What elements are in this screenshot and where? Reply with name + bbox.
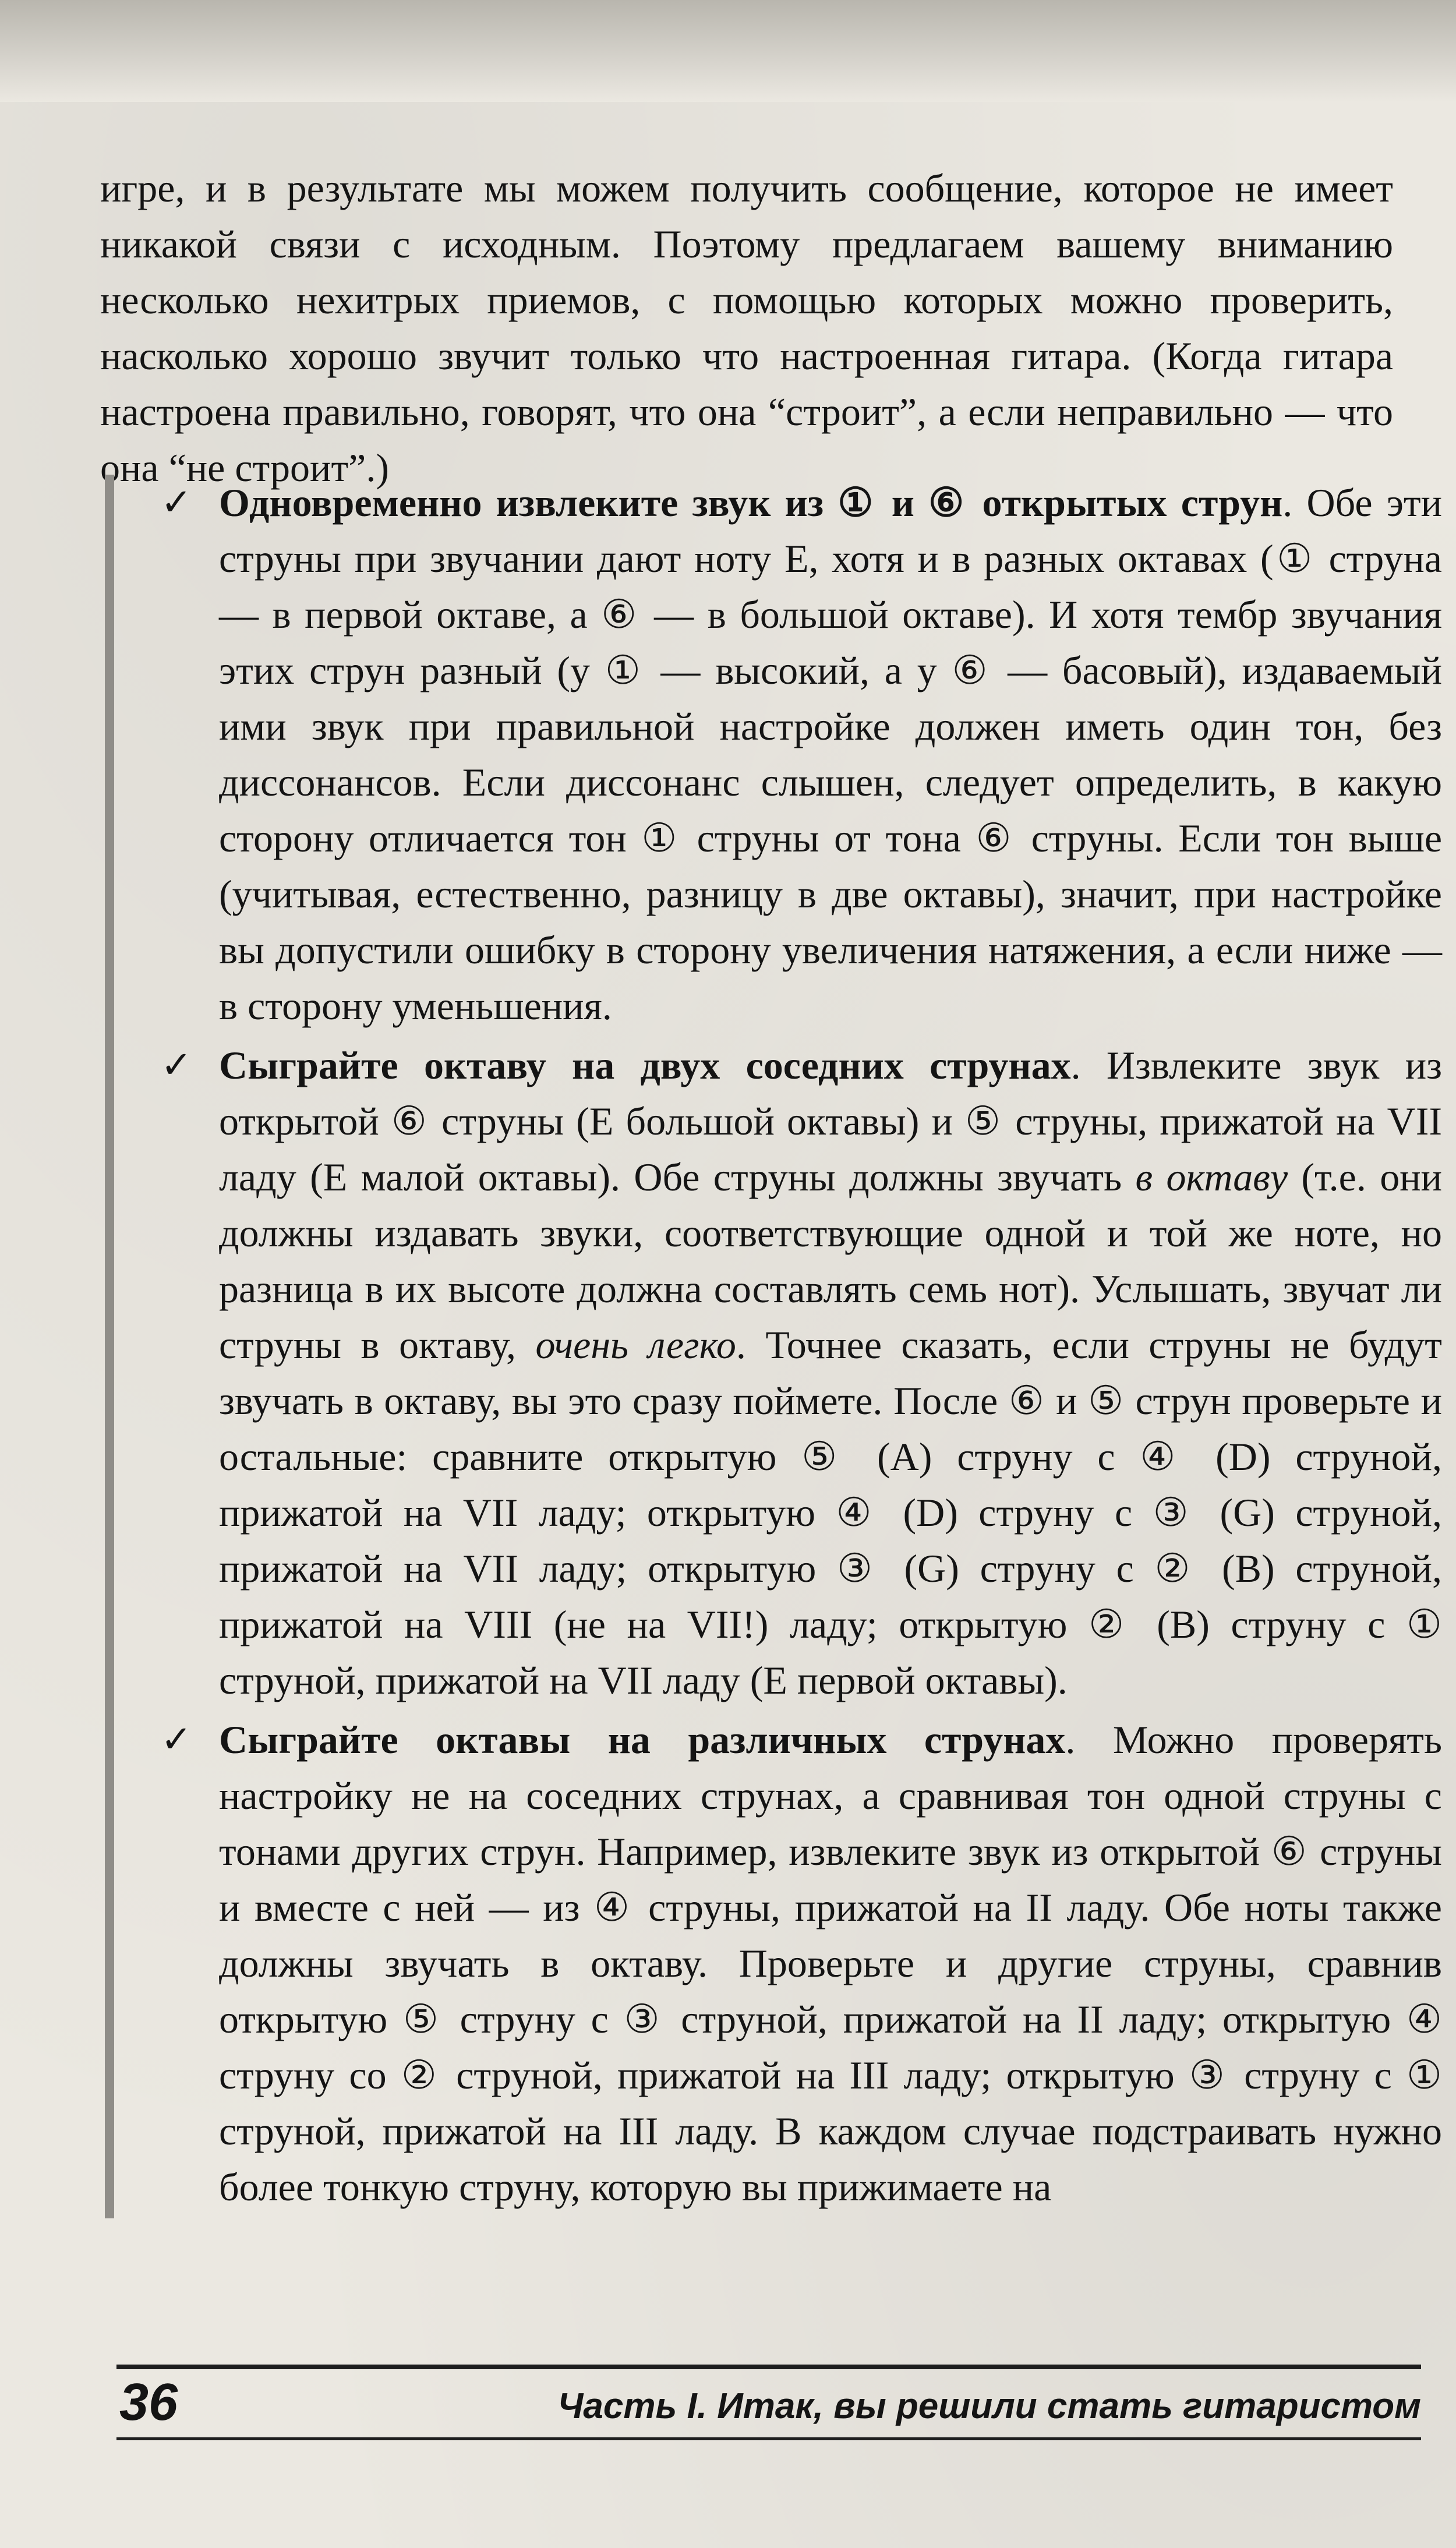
tip-text: . Извлеките звук из открытой ⑥ струны (Е большой октавы) и ⑤ струны, прижатой на VII ладу (Е малой октавы). Обе струны должны звучать [219,1043,1443,1199]
tip-text: . Точнее сказать, если струны не будут звучать в октаву, вы это сразу поймете. После ⑥ и ⑤ струн проверьте и остальные: сравните открытую ⑤ (A) струну с ④ (D) струной, прижатой на VII ладу; открытую ④ (D) струну с ③ (G) струной, прижатой на VII ладу; открытую ③ (G) струну с ② (B) струной, прижатой на VIII (не на VII!) ладу; открытую ② (B) струну с ① струной, прижатой на VII ладу (Е первой октавы). [219,1323,1442,1702]
tip-item [137,475,1442,1034]
tip-emphasis: в октаву [1135,1155,1288,1199]
intro-paragraph: игре, и в результате мы можем получить сообщение, которое не имеет никакой связи с исходным. Поэтому предлагаем вашему вниманию несколько нехитрых приемов, с помощью которых можно проверить, насколько хорошо звучит только что настроенная гитара. (Когда гитара настроена правильно, говорят, что она “строит”, а если неправильно — что она “не строит”.) [100,166,1393,490]
tip-title: Сыграйте октавы на различных струнах [219,1717,1066,1762]
footer-rule-bottom [116,2437,1421,2440]
running-footer-title: Часть I. Итак, вы решили стать гитаристом [557,2386,1421,2426]
checkmark-icon: ✓ [161,1044,192,1087]
tip-text: . Обе эти струны при звучании дают ноту Е, хотя и в разных октавах (① струна — в первой октаве, а ⑥ — в большой октаве). И хотя тембр звучания этих струн разный (у ① — высокий, а у ⑥ — басовый), издаваемый ими звук при правильной настройке должен иметь один тон, без диссонансов. Если диссонанс слышен, следует определить, в какую сторону отличается тон ① струны от тона ⑥ струны. Если тон выше (учитывая, естественно, разницу в две октавы), значит, при настройке вы допустили ошибку в сторону увеличения натяжения, а если ниже — в сторону уменьшения. [219,480,1442,1028]
tip-text: (т.е. они должны издавать звуки, соответствующие одной и той же ноте, но разница в их высоте должна составлять семь нот). Услышать, звучат ли струны в октаву, [219,1155,1442,1367]
scan-shadow [0,0,1456,102]
tip-text: . Можно проверять настройку не на соседних струнах, а сравнивая тон одной струны с тонами других струн. Например, извлеките звук из открытой ⑥ струны и вместе с ней — из ④ струны, прижатой на II ладу. Обе ноты также должны звучать в октаву. Проверьте и другие струны, сравнив открытую ⑤ струну с ③ струной, прижатой на II ладу; открытую ④ струну со ② струной, прижатой на III ладу; открытую ③ струну с ① струной, прижатой на III ладу. В каждом случае подстраивать нужно более тонкую струну, которую вы прижимаете на [219,1717,1442,2209]
footer-rule-top [116,2365,1421,2369]
checkmark-icon: ✓ [161,481,192,524]
tip-title: Одновременно извлеките звук из ① и ⑥ открытых струн [219,480,1283,525]
tip-title: Сыграйте октаву на двух соседних струнах [219,1043,1071,1087]
tips-list [105,475,1442,2218]
tip-item [137,1037,1442,1708]
page-number: 36 [119,2373,178,2432]
tip-item [137,1712,1442,2215]
checkmark-icon: ✓ [161,1718,192,1761]
tip-emphasis: очень легко [535,1323,736,1367]
